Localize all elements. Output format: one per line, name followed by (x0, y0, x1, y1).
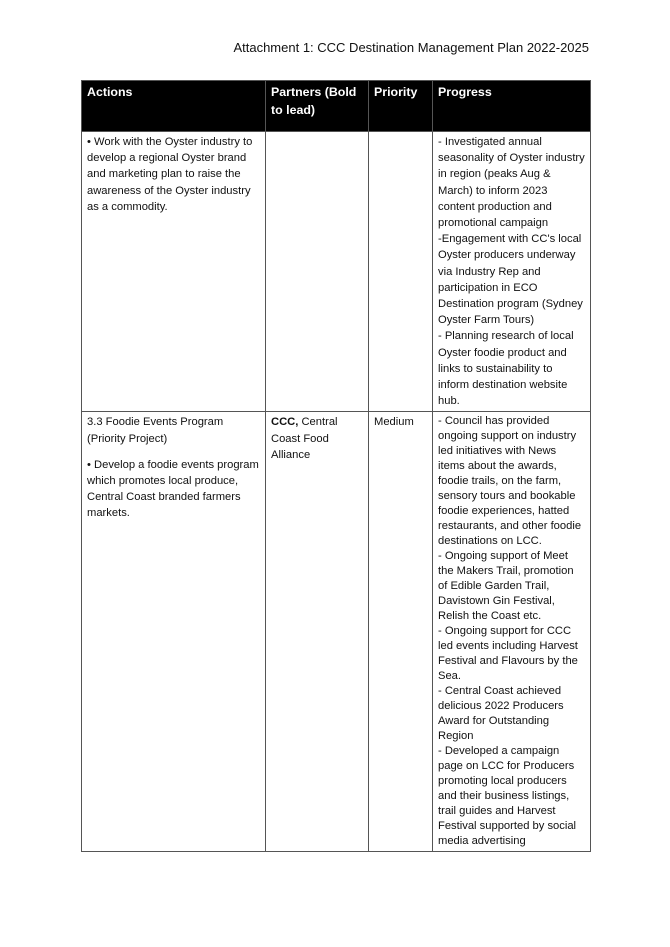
progress-item: - Ongoing support for CCC led events including Harvest Festival and Flavours by the Sea. (438, 625, 578, 683)
action-plan-table (81, 80, 591, 852)
action-item: • Develop a foodie events program which promotes local produce, Central Coast branded farmers markets. (87, 458, 259, 520)
column-header-priority: Priority (369, 81, 433, 132)
progress-item: - Ongoing support of Meet the Makers Trail, promotion of Edible Garden Trail, Davistown Gin Festival, Relish the Coast etc. (438, 550, 574, 623)
partners-cell (266, 132, 369, 412)
priority-cell (369, 412, 433, 852)
action-title: 3.3 Foodie Events Program (Priority Project) (87, 416, 224, 445)
priority-value: Medium (374, 416, 414, 429)
progress-item: -Engagement with CC's local Oyster producers underway via Industry Rep and participation in ECO Destination program (Sydney Oyster Farm Tours) (438, 233, 583, 327)
partners-cell (266, 412, 369, 852)
partner-others: Central Coast Food Alliance (271, 416, 338, 461)
partner-lead: CCC, (271, 416, 299, 429)
progress-cell (433, 412, 591, 852)
table-row (82, 412, 591, 852)
progress-cell (433, 132, 591, 412)
action-item: • Work with the Oyster industry to develop a regional Oyster brand and marketing plan to raise the awareness of the Oyster industry as a commodity. (87, 136, 253, 213)
progress-item: - Investigated annual seasonality of Oyster industry in region (peaks Aug & March) to inform 2023 content production and promotional campaign (438, 136, 585, 230)
priority-cell (369, 132, 433, 412)
progress-item: - Developed a campaign page on LCC for Producers promoting local producers and their business listings, trail guides and Harvest Festival supported by social media advertising (438, 745, 577, 848)
table-header-row (82, 81, 591, 132)
column-header-partners: Partners (Bold to lead) (266, 81, 369, 132)
column-header-progress: Progress (433, 81, 591, 132)
spacer (87, 447, 260, 457)
column-header-actions: Actions (82, 81, 266, 132)
progress-item: - Planning research of local Oyster foodie product and links to sustainability to inform destination website hub. (438, 330, 574, 408)
table-row (82, 132, 591, 412)
progress-item: - Central Coast achieved delicious 2022 Producers Award for Outstanding Region (438, 685, 564, 743)
actions-cell (82, 412, 266, 852)
progress-item: - Council has provided ongoing support on industry led initiatives with News items about the awards, foodie trails, on the farm, sensory tours and bookable foodie experiences, hatted restaurants, and other foodie destinations on LCC. (438, 415, 582, 548)
actions-cell (82, 132, 266, 412)
document-header: Attachment 1: CCC Destination Management Plan 2022-2025 (233, 40, 589, 55)
